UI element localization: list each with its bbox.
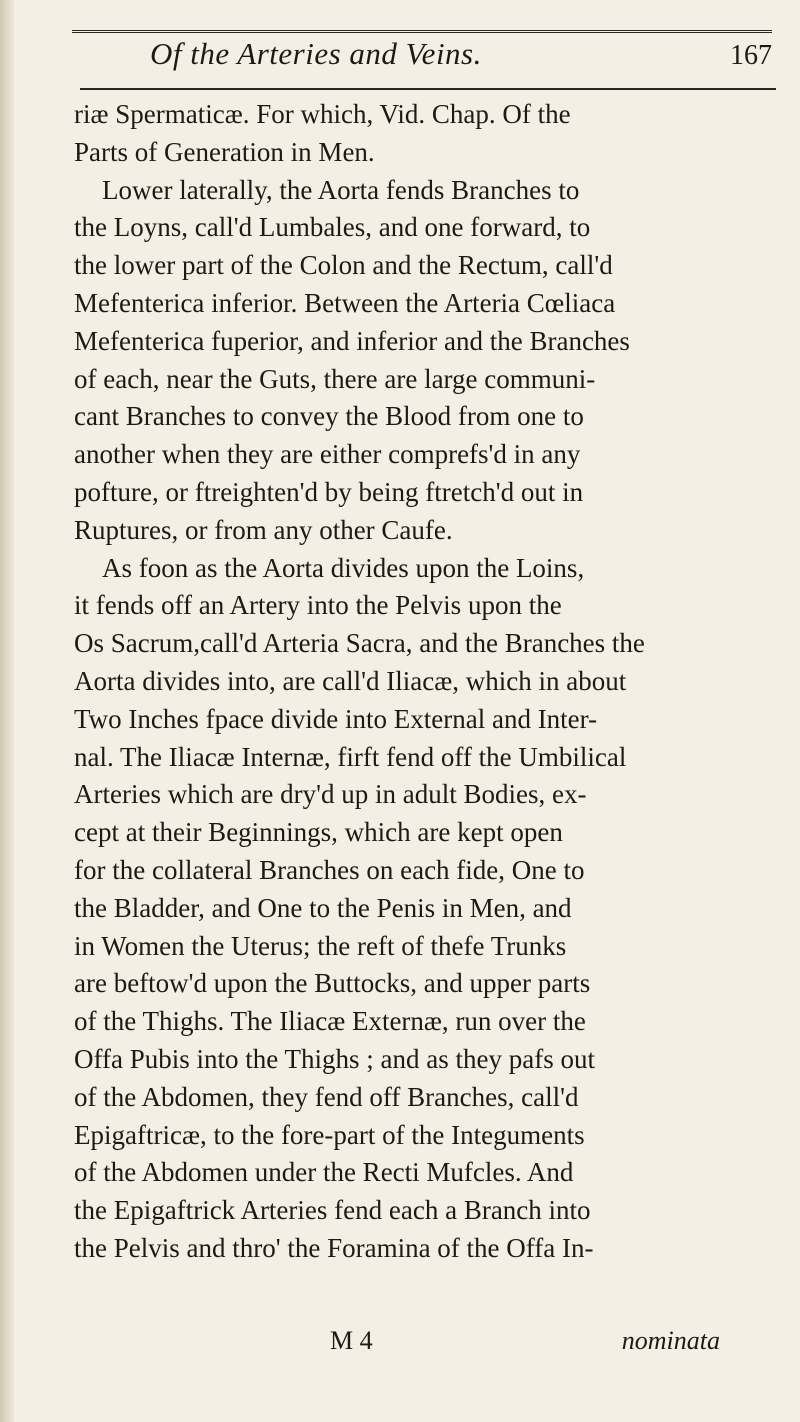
- text-line: Os Sacrum,call'd Arteria Sacra, and the Branches the: [74, 628, 645, 659]
- catchword: nominata: [621, 1326, 720, 1355]
- text-line: Parts of Generation in Men.: [74, 136, 375, 167]
- page-gutter-shadow: [0, 0, 14, 1422]
- text-line: of the Abdomen under the Recti Mufcles. And: [74, 1157, 574, 1188]
- signature-mark: M 4: [330, 1326, 373, 1355]
- text-line: of each, near the Guts, there are large communi-: [74, 363, 596, 394]
- page-number: 167: [730, 40, 772, 71]
- text-line: As foon as the Aorta divides upon the Loins,: [102, 552, 585, 583]
- text-line: in Women the Uterus; the reft of thefe Trunks: [74, 930, 567, 961]
- text-line: the Pelvis and thro' the Foramina of the Offa In-: [74, 1232, 594, 1263]
- text-line: the lower part of the Colon and the Rectum, call'd: [74, 250, 613, 281]
- text-line: Mefenterica fuperior, and inferior and the Branches: [74, 325, 630, 356]
- text-line: of the Abdomen, they fend off Branches, call'd: [74, 1081, 579, 1112]
- text-line: cant Branches to convey the Blood from one to: [74, 401, 584, 432]
- top-double-rule: [72, 30, 772, 33]
- text-line: another when they are either comprefs'd in any: [74, 439, 581, 470]
- text-line: Arteries which are dry'd up in adult Bodies, ex-: [74, 779, 587, 810]
- header-rule: [80, 88, 776, 90]
- text-line: pofture, or ftreighten'd by being ftretch'd out in: [74, 476, 584, 507]
- text-line: the Loyns, call'd Lumbales, and one forward, to: [74, 212, 591, 243]
- text-line: are beftow'd upon the Buttocks, and upper parts: [74, 968, 591, 999]
- text-line: Lower laterally, the Aorta fends Branches to: [102, 174, 580, 205]
- text-line: it fends off an Artery into the Pelvis upon the: [74, 590, 562, 621]
- body-text: [74, 96, 774, 1268]
- page-header: [150, 36, 780, 86]
- text-line: Mefenterica inferior. Between the Arteria Cœliaca: [74, 287, 616, 318]
- text-line: of the Thighs. The Iliacæ Externæ, run over the: [74, 1006, 586, 1037]
- text-line: riæ Spermaticæ. For which, Vid. Chap. Of the: [74, 99, 571, 129]
- text-line: cept at their Beginnings, which are kept open: [74, 817, 563, 848]
- text-line: nal. The Iliacæ Internæ, firft fend off the Umbilical: [74, 741, 627, 772]
- text-line: Offa Pubis into the Thighs ; and as they pafs out: [74, 1043, 595, 1074]
- page-footer: [330, 1326, 720, 1366]
- text-line: Two Inches fpace divide into External and Inter-: [74, 703, 598, 734]
- text-line: for the collateral Branches on each fide, One to: [74, 854, 585, 885]
- text-line: the Epigaftrick Arteries fend each a Branch into: [74, 1195, 591, 1226]
- running-head: Of the Arteries and Veins.: [150, 36, 482, 71]
- text-line: the Bladder, and One to the Penis in Men, and: [74, 892, 572, 923]
- text-line: Epigaftricæ, to the fore-part of the Integuments: [74, 1119, 585, 1150]
- text-line: Aorta divides into, are call'd Iliacæ, which in about: [74, 665, 627, 696]
- text-line: Ruptures, or from any other Caufe.: [74, 514, 453, 545]
